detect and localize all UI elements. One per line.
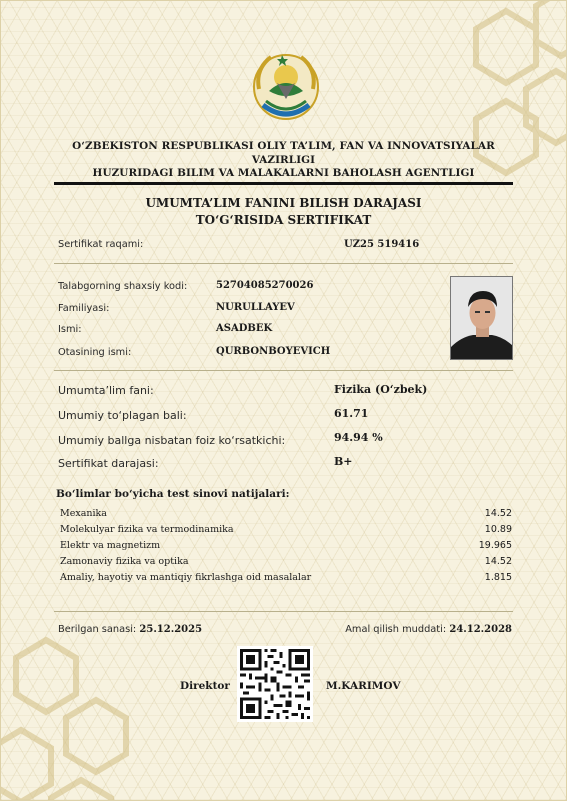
divider-1 [54,263,513,264]
section-row [60,524,512,540]
score-value: 61.71 [334,407,369,420]
sections-title: Bo‘limlar bo‘yicha test sinovi natijalari: [56,488,290,500]
section-row [60,556,512,572]
subject-label: Umumta’lim fani: [58,384,154,397]
section-row [60,540,512,556]
section-score: 14.52 [484,556,512,567]
patronymic-label: Otasining ismi: [58,347,132,358]
title-line-2: TO‘G‘RISIDA SERTIFIKAT [195,213,372,227]
valid-until [345,624,512,635]
score-label: Umumiy to‘plagan bali: [58,409,187,422]
certificate-number-value: UZ25 519416 [344,239,420,250]
grade-value: B+ [334,455,353,468]
person-photo-icon [451,277,513,360]
percentile-value: 94.94 % [334,431,383,444]
qr-code-icon[interactable] [237,646,313,722]
section-row [60,572,512,588]
director-label: Direktor [180,680,230,692]
section-name: Molekulyar fizika va termodinamika [60,524,234,535]
section-name: Mexanika [60,508,107,519]
corner-ornament-bottom-left [1,630,141,800]
divider-3 [54,611,513,612]
section-score: 14.52 [484,508,512,519]
issued-date [58,624,202,635]
applicant-photo [450,276,513,360]
section-score: 19.965 [478,540,512,551]
ministry-line-2: HUZURIDAGI BILIM VA MALAKALARNI BAHOLASH AGENTLIGI [92,167,475,179]
certificate-title [41,195,526,229]
ministry-line-1: O‘ZBEKISTON RESPUBLIKASI OLIY TA’LIM, FAN VA INNOVATSIYALAR VAZIRLIGI [72,140,495,166]
director-name: M.KARIMOV [326,680,401,692]
name-value: ASADBEK [216,323,273,334]
surname-value: NURULLAYEV [216,302,295,313]
pinfl-label: Talabgorning shaxsiy kodi: [58,281,188,292]
percentile-label: Umumiy ballga nisbatan foiz ko‘rsatkichi: [58,434,286,447]
divider-2 [54,370,513,371]
section-name: Amaliy, hayotiy va mantiqiy fikrlashga oid masalalar [60,572,312,583]
valid-until-value: 24.12.2028 [449,624,512,635]
pinfl-value: 52704085270026 [216,280,314,291]
patronymic-value: QURBONBOYEVICH [216,346,331,357]
state-emblem-icon [249,49,323,123]
issued-date-label: Berilgan sanasi: [58,624,137,635]
section-name: Zamonaviy fizika va optika [60,556,189,567]
title-line-1: UMUMTA’LIM FANINI BILISH DARAJASI [145,196,422,210]
header-divider [54,182,513,185]
grade-label: Sertifikat darajasi: [58,457,159,470]
issued-date-value: 25.12.2025 [139,624,203,635]
certificate-number-label: Sertifikat raqami: [58,239,144,250]
surname-label: Familiyasi: [58,303,110,314]
section-score: 10.89 [484,524,512,535]
subject-value: Fizika (O‘zbek) [334,383,428,396]
section-score: 1.815 [484,572,512,583]
valid-until-label: Amal qilish muddati: [345,624,447,635]
section-row [60,508,512,524]
name-label: Ismi: [58,324,82,335]
ministry-name [41,140,526,181]
section-name: Elektr va magnetizm [60,540,161,551]
